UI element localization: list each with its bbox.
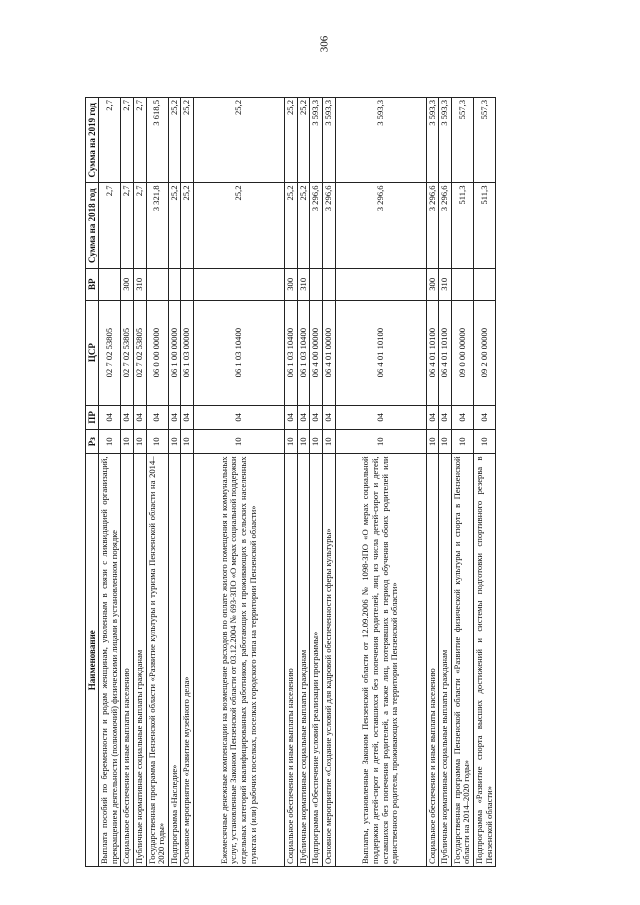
- cell-sum-2018: 3 296,6: [335, 183, 426, 268]
- cell-name: Социальное обеспечение и иные выплаты населению: [426, 454, 439, 867]
- cell-csr: 06 4 01 10100: [426, 300, 439, 405]
- cell-name: Выплаты, установленные Законом Пензенской области от 12.09.2006 № 1098-ЗПО «О мерах социальной поддержки детей-сирот и детей, оставшихся без попечения родителей, лиц из числа детей-сирот и детей, оставшихся без попечения родителей, а также лиц, потерявших в период обучения обоих родителей или единственного родителя, проживающих на территории Пензенской области»: [335, 454, 426, 867]
- cell-sum-2018: 2,7: [121, 183, 134, 268]
- cell-name: Подпрограмма «Развитие спорта высших достижений и системы подготовки спортивного резерва в Пензенской области»: [474, 454, 496, 867]
- cell-pr: 04: [99, 405, 121, 429]
- header-sum-2019: Сумма на 2019 год: [86, 98, 99, 183]
- table-row: [146, 98, 168, 867]
- table-row: [310, 98, 323, 867]
- cell-name: Подпрограмма «Обеспечение условий реализации программы»: [310, 454, 323, 867]
- cell-pr: 04: [451, 405, 473, 429]
- cell-sum-2018: 25,2: [297, 183, 310, 268]
- table-row: [194, 98, 285, 867]
- cell-sum-2019: 2,7: [133, 98, 146, 183]
- cell-csr: 02 7 02 53805: [121, 300, 134, 405]
- cell-rz: 10: [121, 430, 134, 454]
- table-row: [322, 98, 335, 867]
- cell-pr: 04: [168, 405, 181, 429]
- cell-pr: 04: [322, 405, 335, 429]
- cell-rz: 10: [181, 430, 194, 454]
- header-pr: ПР: [86, 405, 99, 429]
- cell-rz: 10: [194, 430, 285, 454]
- budget-table: [85, 97, 496, 867]
- cell-name: Публичные нормативные социальные выплаты гражданам: [439, 454, 452, 867]
- cell-sum-2018: 25,2: [285, 183, 298, 268]
- cell-name: Социальное обеспечение и иные выплаты населению: [285, 454, 298, 867]
- table-row: [335, 98, 426, 867]
- table-row: [426, 98, 439, 867]
- cell-name: Государственная программа Пензенской области «Развитие культуры и туризма Пензенской области на 2014–2020 годы»: [146, 454, 168, 867]
- cell-sum-2018: 25,2: [168, 183, 181, 268]
- table-body: [99, 98, 496, 867]
- cell-csr: 06 0 00 00000: [146, 300, 168, 405]
- cell-csr: 06 4 01 00000: [322, 300, 335, 405]
- table-row: [168, 98, 181, 867]
- cell-sum-2019: 2,7: [121, 98, 134, 183]
- cell-sum-2019: 25,2: [297, 98, 310, 183]
- cell-pr: 04: [285, 405, 298, 429]
- header-vr: ВР: [86, 268, 99, 300]
- cell-name: Государственная программа Пензенской области «Развитие физической культуры и спорта в Пензенской области на 2014–2020 годы»: [451, 454, 473, 867]
- cell-csr: 02 7 02 53805: [99, 300, 121, 405]
- cell-name: Ежемесячные денежные компенсации на возмещение расходов по оплате жилого помещения и коммунальных услуг, установленные Законом Пензенской области от 03.12.2004 № 693-ЗПО «О мерах социальной поддержки отдельных категорий квалифицированных работников, работающих и проживающих в сельских населенных пунктах и (или) рабочих поселках, поселках городского типа на территории Пензенской области»: [194, 454, 285, 867]
- cell-pr: 04: [474, 405, 496, 429]
- cell-sum-2019: 25,2: [181, 98, 194, 183]
- table-row: [121, 98, 134, 867]
- header-name: Наименование: [86, 454, 99, 867]
- table-row: [297, 98, 310, 867]
- cell-sum-2019: 25,2: [194, 98, 285, 183]
- cell-vr: [168, 268, 181, 300]
- cell-sum-2019: 2,7: [99, 98, 121, 183]
- cell-sum-2018: 25,2: [181, 183, 194, 268]
- cell-rz: 10: [474, 430, 496, 454]
- cell-rz: 10: [322, 430, 335, 454]
- cell-name: Подпрограмма «Наследие»: [168, 454, 181, 867]
- cell-vr: [310, 268, 323, 300]
- cell-csr: 06 1 03 10400: [285, 300, 298, 405]
- cell-rz: 10: [335, 430, 426, 454]
- cell-name: Основное мероприятие «Создание условий для кадровой обеспеченности сферы культуры»: [322, 454, 335, 867]
- cell-rz: 10: [168, 430, 181, 454]
- cell-sum-2019: 3 618,5: [146, 98, 168, 183]
- cell-sum-2019: 3 593,3: [439, 98, 452, 183]
- cell-rz: 10: [297, 430, 310, 454]
- cell-csr: 06 4 01 10100: [439, 300, 452, 405]
- cell-vr: 310: [297, 268, 310, 300]
- cell-sum-2018: 2,7: [133, 183, 146, 268]
- cell-csr: 09 0 00 00000: [451, 300, 473, 405]
- cell-sum-2019: 557,3: [474, 98, 496, 183]
- cell-vr: [194, 268, 285, 300]
- table-row: [451, 98, 473, 867]
- cell-csr: 06 4 00 00000: [310, 300, 323, 405]
- cell-vr: 310: [133, 268, 146, 300]
- cell-vr: 310: [439, 268, 452, 300]
- cell-pr: 04: [146, 405, 168, 429]
- header-sum-2018: Сумма на 2018 год: [86, 183, 99, 268]
- cell-rz: 10: [310, 430, 323, 454]
- cell-pr: 04: [335, 405, 426, 429]
- cell-sum-2019: 557,3: [451, 98, 473, 183]
- cell-pr: 04: [297, 405, 310, 429]
- cell-pr: 04: [181, 405, 194, 429]
- page-number: 306: [318, 35, 331, 53]
- cell-vr: 300: [285, 268, 298, 300]
- cell-sum-2018: 3 321,8: [146, 183, 168, 268]
- table-row: [133, 98, 146, 867]
- cell-pr: 04: [439, 405, 452, 429]
- cell-sum-2018: 3 296,6: [439, 183, 452, 268]
- cell-csr: 02 7 02 53805: [133, 300, 146, 405]
- cell-sum-2018: 3 296,6: [322, 183, 335, 268]
- cell-rz: 10: [439, 430, 452, 454]
- cell-name: Публичные нормативные социальные выплаты гражданам: [133, 454, 146, 867]
- cell-sum-2019: 3 593,3: [335, 98, 426, 183]
- cell-vr: [322, 268, 335, 300]
- cell-vr: [146, 268, 168, 300]
- header-rz: Рз: [86, 430, 99, 454]
- cell-sum-2019: 3 593,3: [310, 98, 323, 183]
- cell-sum-2018: 3 296,6: [426, 183, 439, 268]
- cell-sum-2018: 511,3: [451, 183, 473, 268]
- table-row: [439, 98, 452, 867]
- cell-vr: 300: [121, 268, 134, 300]
- cell-sum-2019: 3 593,3: [322, 98, 335, 183]
- cell-rz: 10: [426, 430, 439, 454]
- cell-rz: 10: [133, 430, 146, 454]
- cell-rz: 10: [146, 430, 168, 454]
- cell-pr: 04: [133, 405, 146, 429]
- cell-sum-2019: 3 593,3: [426, 98, 439, 183]
- cell-name: Социальное обеспечение и иные выплаты населению: [121, 454, 134, 867]
- cell-pr: 04: [194, 405, 285, 429]
- cell-vr: [474, 268, 496, 300]
- cell-csr: 06 4 01 10100: [335, 300, 426, 405]
- cell-vr: [451, 268, 473, 300]
- cell-pr: 04: [310, 405, 323, 429]
- table-row: [285, 98, 298, 867]
- cell-pr: 04: [121, 405, 134, 429]
- cell-rz: 10: [285, 430, 298, 454]
- cell-pr: 04: [426, 405, 439, 429]
- cell-sum-2018: 511,3: [474, 183, 496, 268]
- cell-rz: 10: [99, 430, 121, 454]
- cell-csr: 06 1 03 00000: [181, 300, 194, 405]
- cell-name: Публичные нормативные социальные выплаты гражданам: [297, 454, 310, 867]
- header-csr: ЦСР: [86, 300, 99, 405]
- cell-sum-2019: 25,2: [168, 98, 181, 183]
- cell-sum-2018: 3 296,6: [310, 183, 323, 268]
- cell-csr: 09 2 00 00000: [474, 300, 496, 405]
- cell-name: Выплата пособий по беременности и родам женщинам, уволенным в связи с ликвидацией организаций, прекращением деятельности (полномочий) физическими лицами в установленном порядке: [99, 454, 121, 867]
- cell-vr: [335, 268, 426, 300]
- table-row: [474, 98, 496, 867]
- cell-name: Основное мероприятие «Развитие музейного дела»: [181, 454, 194, 867]
- cell-csr: 06 1 03 10400: [194, 300, 285, 405]
- cell-vr: 300: [426, 268, 439, 300]
- cell-csr: 06 1 03 10400: [297, 300, 310, 405]
- cell-vr: [181, 268, 194, 300]
- table-row: [181, 98, 194, 867]
- cell-vr: [99, 268, 121, 300]
- cell-rz: 10: [451, 430, 473, 454]
- cell-sum-2018: 2,7: [99, 183, 121, 268]
- cell-sum-2019: 25,2: [285, 98, 298, 183]
- table-header-row: [86, 98, 99, 867]
- cell-sum-2018: 25,2: [194, 183, 285, 268]
- budget-table-container: [85, 97, 555, 867]
- table-row: [99, 98, 121, 867]
- cell-csr: 06 1 00 00000: [168, 300, 181, 405]
